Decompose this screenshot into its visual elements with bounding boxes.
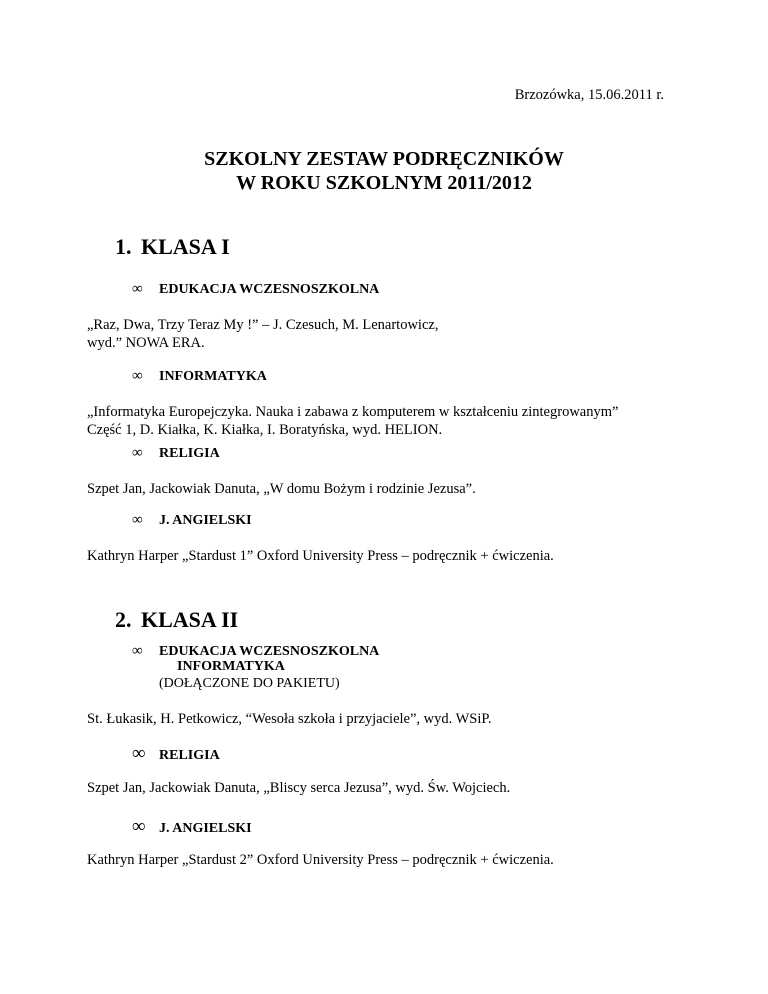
subject-name: EDUKACJA WCZESNOSZKOLNA bbox=[159, 282, 380, 297]
infinity-bullet-icon: ∞ bbox=[132, 445, 143, 461]
textbook-line: „Raz, Dwa, Trzy Teraz My !” – J. Czesuch, M. Lenartowicz, bbox=[87, 317, 439, 333]
document-date: Brzozówka, 15.06.2011 r. bbox=[514, 87, 664, 103]
subject-name: J. ANGIELSKI bbox=[159, 513, 252, 528]
infinity-bullet-icon: ∞ bbox=[132, 643, 143, 659]
textbook-line: wyd.” NOWA ERA. bbox=[87, 335, 205, 351]
subject-name: EDUKACJA WCZESNOSZKOLNA bbox=[159, 644, 380, 659]
subject-name: RELIGIA bbox=[159, 446, 220, 461]
textbook-line: Część 1, D. Kiałka, K. Kiałka, I. Boratyńska, wyd. HELION. bbox=[87, 422, 443, 438]
subject-heading bbox=[132, 368, 267, 385]
subject-name: INFORMATYKA bbox=[159, 369, 267, 384]
infinity-bullet-icon: ∞ bbox=[132, 743, 146, 764]
textbook-line: Kathryn Harper „Stardust 2” Oxford University Press – podręcznik + ćwiczenia. bbox=[87, 852, 554, 868]
section-title: KLASA II bbox=[141, 607, 239, 632]
infinity-bullet-icon: ∞ bbox=[132, 512, 143, 528]
infinity-bullet-icon: ∞ bbox=[132, 368, 143, 384]
infinity-bullet-icon: ∞ bbox=[132, 816, 146, 837]
subject-heading bbox=[132, 643, 379, 660]
infinity-bullet-icon: ∞ bbox=[132, 281, 143, 297]
document-title-line-1: SZKOLNY ZESTAW PODRĘCZNIKÓW bbox=[204, 148, 564, 170]
textbook-line: Szpet Jan, Jackowiak Danuta, „W domu Bożym i rodzinie Jezusa”. bbox=[87, 481, 476, 497]
subject-note: (DOŁĄCZONE DO PAKIETU) bbox=[159, 676, 340, 691]
subject-name: J. ANGIELSKI bbox=[159, 821, 252, 836]
section-title: KLASA I bbox=[141, 234, 230, 259]
section-heading-klasa-1 bbox=[115, 234, 230, 260]
section-heading-klasa-2 bbox=[115, 607, 238, 633]
section-number: 2. bbox=[115, 607, 132, 632]
subject-heading bbox=[132, 512, 252, 529]
textbook-line: St. Łukasik, H. Petkowicz, “Wesoła szkoła i przyjaciele”, wyd. WSiP. bbox=[87, 711, 492, 727]
textbook-line: Szpet Jan, Jackowiak Danuta, „Bliscy serca Jezusa”, wyd. Św. Wojciech. bbox=[87, 780, 511, 796]
subject-name: RELIGIA bbox=[159, 748, 220, 763]
section-number: 1. bbox=[115, 234, 132, 259]
textbook-line: Kathryn Harper „Stardust 1” Oxford University Press – podręcznik + ćwiczenia. bbox=[87, 548, 554, 564]
subject-heading bbox=[132, 743, 220, 765]
subject-heading bbox=[132, 816, 252, 838]
subject-heading bbox=[132, 445, 220, 462]
subject-name-second: INFORMATYKA bbox=[177, 659, 285, 674]
subject-heading bbox=[132, 281, 379, 298]
document-title-line-2: W ROKU SZKOLNYM 2011/2012 bbox=[236, 172, 532, 194]
textbook-line: „Informatyka Europejczyka. Nauka i zabawa z komputerem w kształceniu zintegrowanym” bbox=[87, 404, 619, 420]
